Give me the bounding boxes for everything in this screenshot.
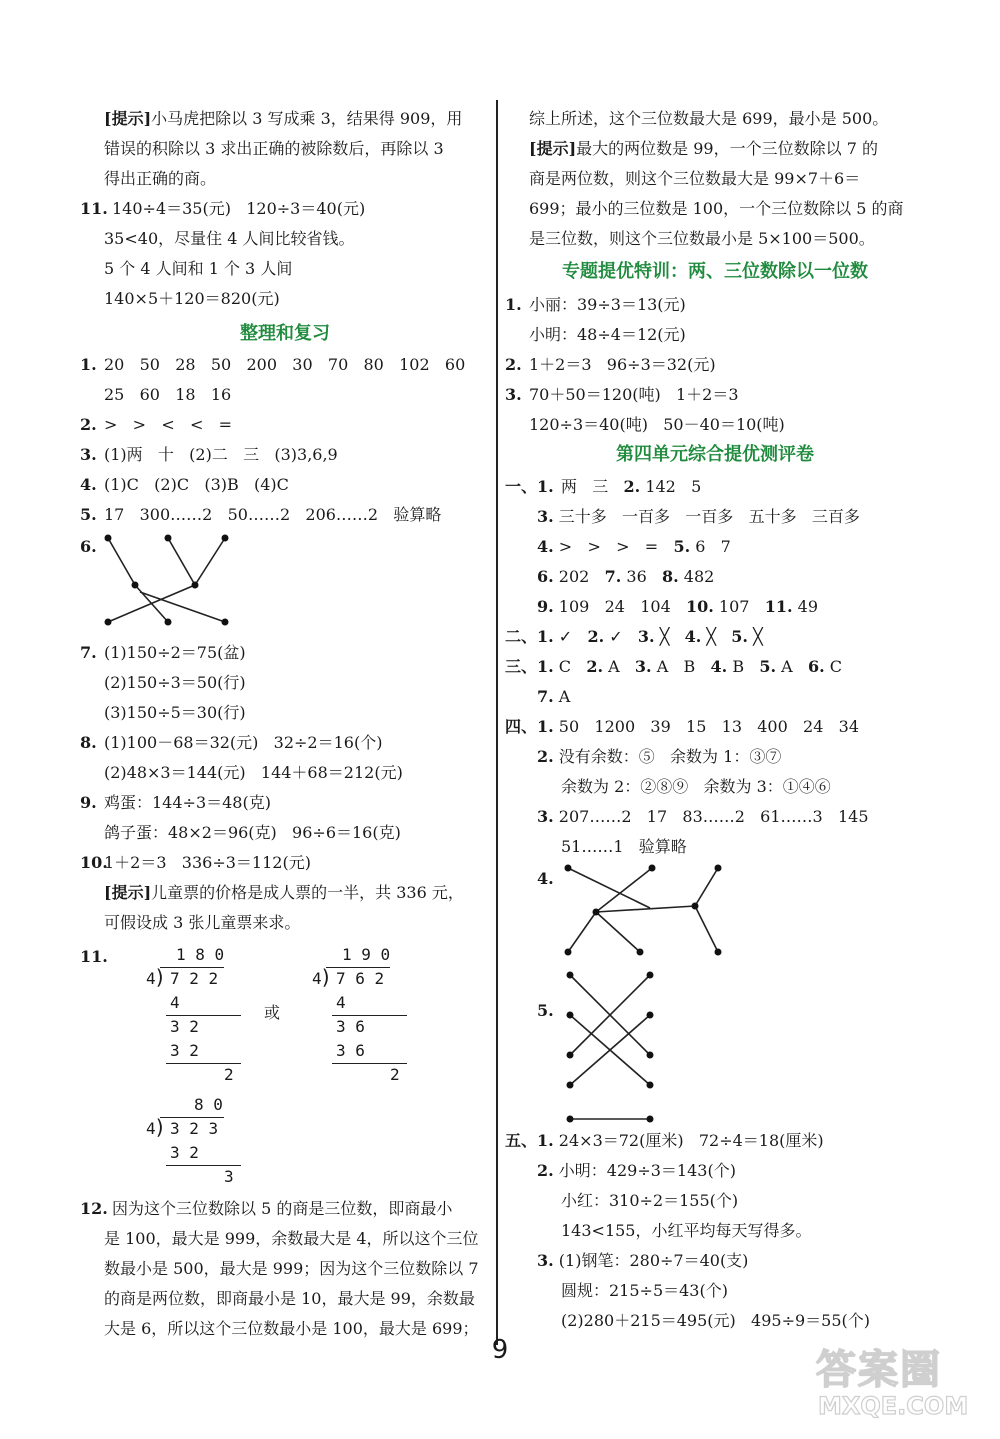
long-division-3: 8 0 4 ) 3 2 3 3 2 3 [146,1095,256,1185]
part1-line-2: 3. 三十多 一百多 一百多 五十多 三百多 [537,507,860,526]
s1-q8-number: 8. [80,733,97,752]
s1-q12-number: 12. [80,1199,108,1218]
s1-q2-number: 2. [80,415,97,434]
s1-q1-number: 1. [80,355,97,374]
matching-diagram-part4-q4 [560,860,740,960]
tip-2-line-4: 是三位数，则这个三位数最小是 5×100＝500。 [529,229,875,248]
watermark-url: MXQE.COM [818,1392,969,1420]
s1-q11-number: 11. [80,947,108,966]
page-number: 9 [491,1335,509,1365]
part4-q2-line-2: 余数为 2：②⑧⑨ 余数为 3：①④⑥ [561,777,831,796]
long-division-2: 1 9 0 4 ) 7 6 2 4 3 6 3 6 2 [312,945,422,1085]
s1-q10-number: 10. [80,853,108,872]
s1-q9-line-1: 鸡蛋：144÷3＝48(克) [104,793,271,812]
s1-q5-answer: 17 300……2 50……2 206……2 验算略 [104,505,442,524]
tip-2-line-2: 商是两位数，则这个三位数最大是 99×7＋6＝ [529,169,861,188]
s1-q12-line-4: 的商是两位数，即商最小是 10，最大是 99，余数最 [104,1289,475,1308]
s1-q7-line-2: (2)150÷3＝50(行) [104,673,246,692]
tip-1-line-1: [提示]小马虎把除以 3 写成乘 3，结果得 909，用 [104,109,463,128]
ld3-divisor: 4 [146,1119,156,1138]
part4-line-1: 四、1. 50 1200 39 15 13 400 24 34 [505,717,860,736]
tip-2-line-1: [提示]最大的两位数是 99，一个三位数除以 7 的 [529,139,878,158]
s1-q8-line-2: (2)48×3＝144(元) 144＋68＝212(元) [104,763,403,782]
s1-q6-number: 6. [80,537,97,556]
matching-diagram-part4-q5 [560,965,670,1125]
part5-q2-line-1: 2. 小明：429÷3＝143(个) [537,1161,736,1180]
part4-q5-number: 5. [537,1001,554,1020]
ld1-step-1: 4 [170,993,180,1012]
s1-q1-line-2: 25 60 18 16 [104,385,232,404]
s1-q7-line-1: (1)150÷2＝75(盆) [104,643,246,662]
q11-line-3: 5 个 4 人间和 1 个 3 人间 [104,259,293,278]
s1-q1-line-1: 20 50 28 50 200 30 70 80 102 60 [104,355,466,374]
section-heading-special-training: 专题提优特训：两、三位数除以一位数 [562,261,868,282]
part1-line-3: 4. > > > = 5. 6 7 [537,537,731,556]
watermark-logo [810,1338,985,1428]
ld1-divisor: 4 [146,969,156,988]
s1-q7-number: 7. [80,643,97,662]
ld2-quotient: 1 9 0 [342,945,391,964]
s2-q1-line-2: 小明：48÷4＝12(元) [529,325,686,344]
q11-line-1: 140÷4＝35(元) 120÷3＝40(元) [112,199,366,218]
ld2-step-2: 3 6 [336,1017,365,1036]
s1-q9-number: 9. [80,793,97,812]
ld2-dividend: 7 6 2 [336,969,385,988]
ld3-step-1: 3 2 [170,1143,199,1162]
s1-q12-line-3: 数最小是 500，最大是 999；因为这个三位数除以 7 [104,1259,479,1278]
part4-q4-number: 4. [537,869,554,888]
part5-q3-line-3: (2)280＋215＝495(元) 495÷9＝55(个) [561,1311,870,1330]
ld3-dividend: 3 2 3 [170,1119,219,1138]
part5-q3-line-1: 3. (1)钢笔：280÷7＝40(支) [537,1251,749,1270]
q11-line-4: 140×5＋120＝820(元) [104,289,280,308]
ld1-quotient: 1 8 0 [176,945,225,964]
section-heading-review: 整理和复习 [240,323,330,344]
part1-line-5: 9. 109 24 104 10. 107 11. 49 [537,597,819,616]
part5-q3-line-2: 圆规：215÷5＝43(个) [561,1281,728,1300]
ld1-step-3: 3 2 [170,1041,199,1060]
s2-q3-line-1: 70＋50＝120(吨) 1＋2＝3 [529,385,739,404]
s1-q2-answer: > > < < = [104,415,233,434]
s2-q3-line-2: 120÷3＝40(吨) 50－40＝10(吨) [529,415,785,434]
ld2-remainder: 2 [390,1065,400,1084]
watermark-title: 答案圈 [816,1347,942,1393]
s1-q12-line-1: 因为这个三位数除以 5 的商是三位数，即商最小 [112,1199,453,1218]
column-divider [496,100,498,1345]
part3-line-2: 7. A [537,687,571,706]
ld3-remainder: 3 [224,1167,234,1186]
s1-q3-answer: (1)两 十 (2)二 三 (3)3,6,9 [104,445,338,464]
part2-line: 二、1. ✓ 2. ✓ 3. ╳ 4. ╳ 5. ╳ [505,627,763,646]
ld3-quotient: 8 0 [194,1095,223,1114]
tip-1-line-3: 得出正确的商。 [104,169,217,188]
tip-1-line-2: 错误的积除以 3 求出正确的被除数后，再除以 3 [104,139,444,158]
s2-q1-number: 1. [505,295,522,314]
q11-number: 11. [80,199,108,218]
s1-q8-line-1: (1)100－68＝32(元) 32÷2＝16(个) [104,733,383,752]
s1-q3-number: 3. [80,445,97,464]
s1-q4-answer: (1)C (2)C (3)B (4)C [104,475,289,494]
part1-number: 一、1. [505,477,554,496]
continuation-line: 综上所述，这个三位数最大是 699，最小是 500。 [529,109,889,128]
ld2-step-3: 3 6 [336,1041,365,1060]
tip-2-line-3: 699；最小的三位数是 100，一个三位数除以 5 的商 [529,199,904,218]
ld2-step-1: 4 [336,993,346,1012]
or-label: 或 [264,1003,281,1022]
s1-q7-line-3: (3)150÷5＝30(行) [104,703,246,722]
s2-q3-number: 3. [505,385,522,404]
ld2-divisor: 4 [312,969,322,988]
q11-line-2: 35<40，尽量住 4 人间比较省钱。 [104,229,355,248]
s1-q10-line-1: 1＋2＝3 336÷3＝112(元) [104,853,311,872]
part5-line-1: 五、1. 24×3＝72(厘米) 72÷4＝18(厘米) [505,1131,824,1150]
s1-q5-number: 5. [80,505,97,524]
s1-q10-tip-line-2: 可假设成 3 张儿童票来求。 [104,913,301,932]
ld1-step-2: 3 2 [170,1017,199,1036]
s2-q2-number: 2. [505,355,522,374]
part5-q2-line-2: 小红：310÷2＝155(个) [561,1191,739,1210]
s2-q1-line-1: 小丽：39÷3＝13(元) [529,295,686,314]
s1-q12-line-5: 大是 6，所以这个三位数最小是 100，最大是 699； [104,1319,479,1338]
s2-q2-answer: 1＋2＝3 96÷3＝32(元) [529,355,716,374]
long-division-1: 1 8 0 4 ) 7 2 2 4 3 2 3 2 2 [146,945,256,1085]
part3-line-1: 三、1. C 2. A 3. A B 4. B 5. A 6. C [505,657,842,676]
part4-q3-line-2: 51……1 验算略 [561,837,687,856]
ld1-dividend: 7 2 2 [170,969,219,988]
part4-q3-line-1: 3. 207……2 17 83……2 61……3 145 [537,807,869,826]
s1-q9-line-2: 鸽子蛋：48×2＝96(克) 96÷6＝16(克) [104,823,401,842]
s1-q10-tip-line-1: [提示]儿童票的价格是成人票的一半，共 336 元， [104,883,464,902]
matching-diagram-q6 [100,530,240,630]
s1-q4-number: 4. [80,475,97,494]
part1-line-4: 6. 202 7. 36 8. 482 [537,567,715,586]
part5-q2-line-3: 143<155，小红平均每天写得多。 [561,1221,812,1240]
ld1-remainder: 2 [224,1065,234,1084]
part1-line-1: 两 三 2. 142 5 [561,477,702,496]
s1-q12-line-2: 是 100，最大是 999，余数最大是 4，所以这个三位 [104,1229,479,1248]
part4-q2-line-1: 2. 没有余数：⑤ 余数为 1：③⑦ [537,747,782,766]
section-heading-unit-test: 第四单元综合提优测评卷 [616,444,814,465]
